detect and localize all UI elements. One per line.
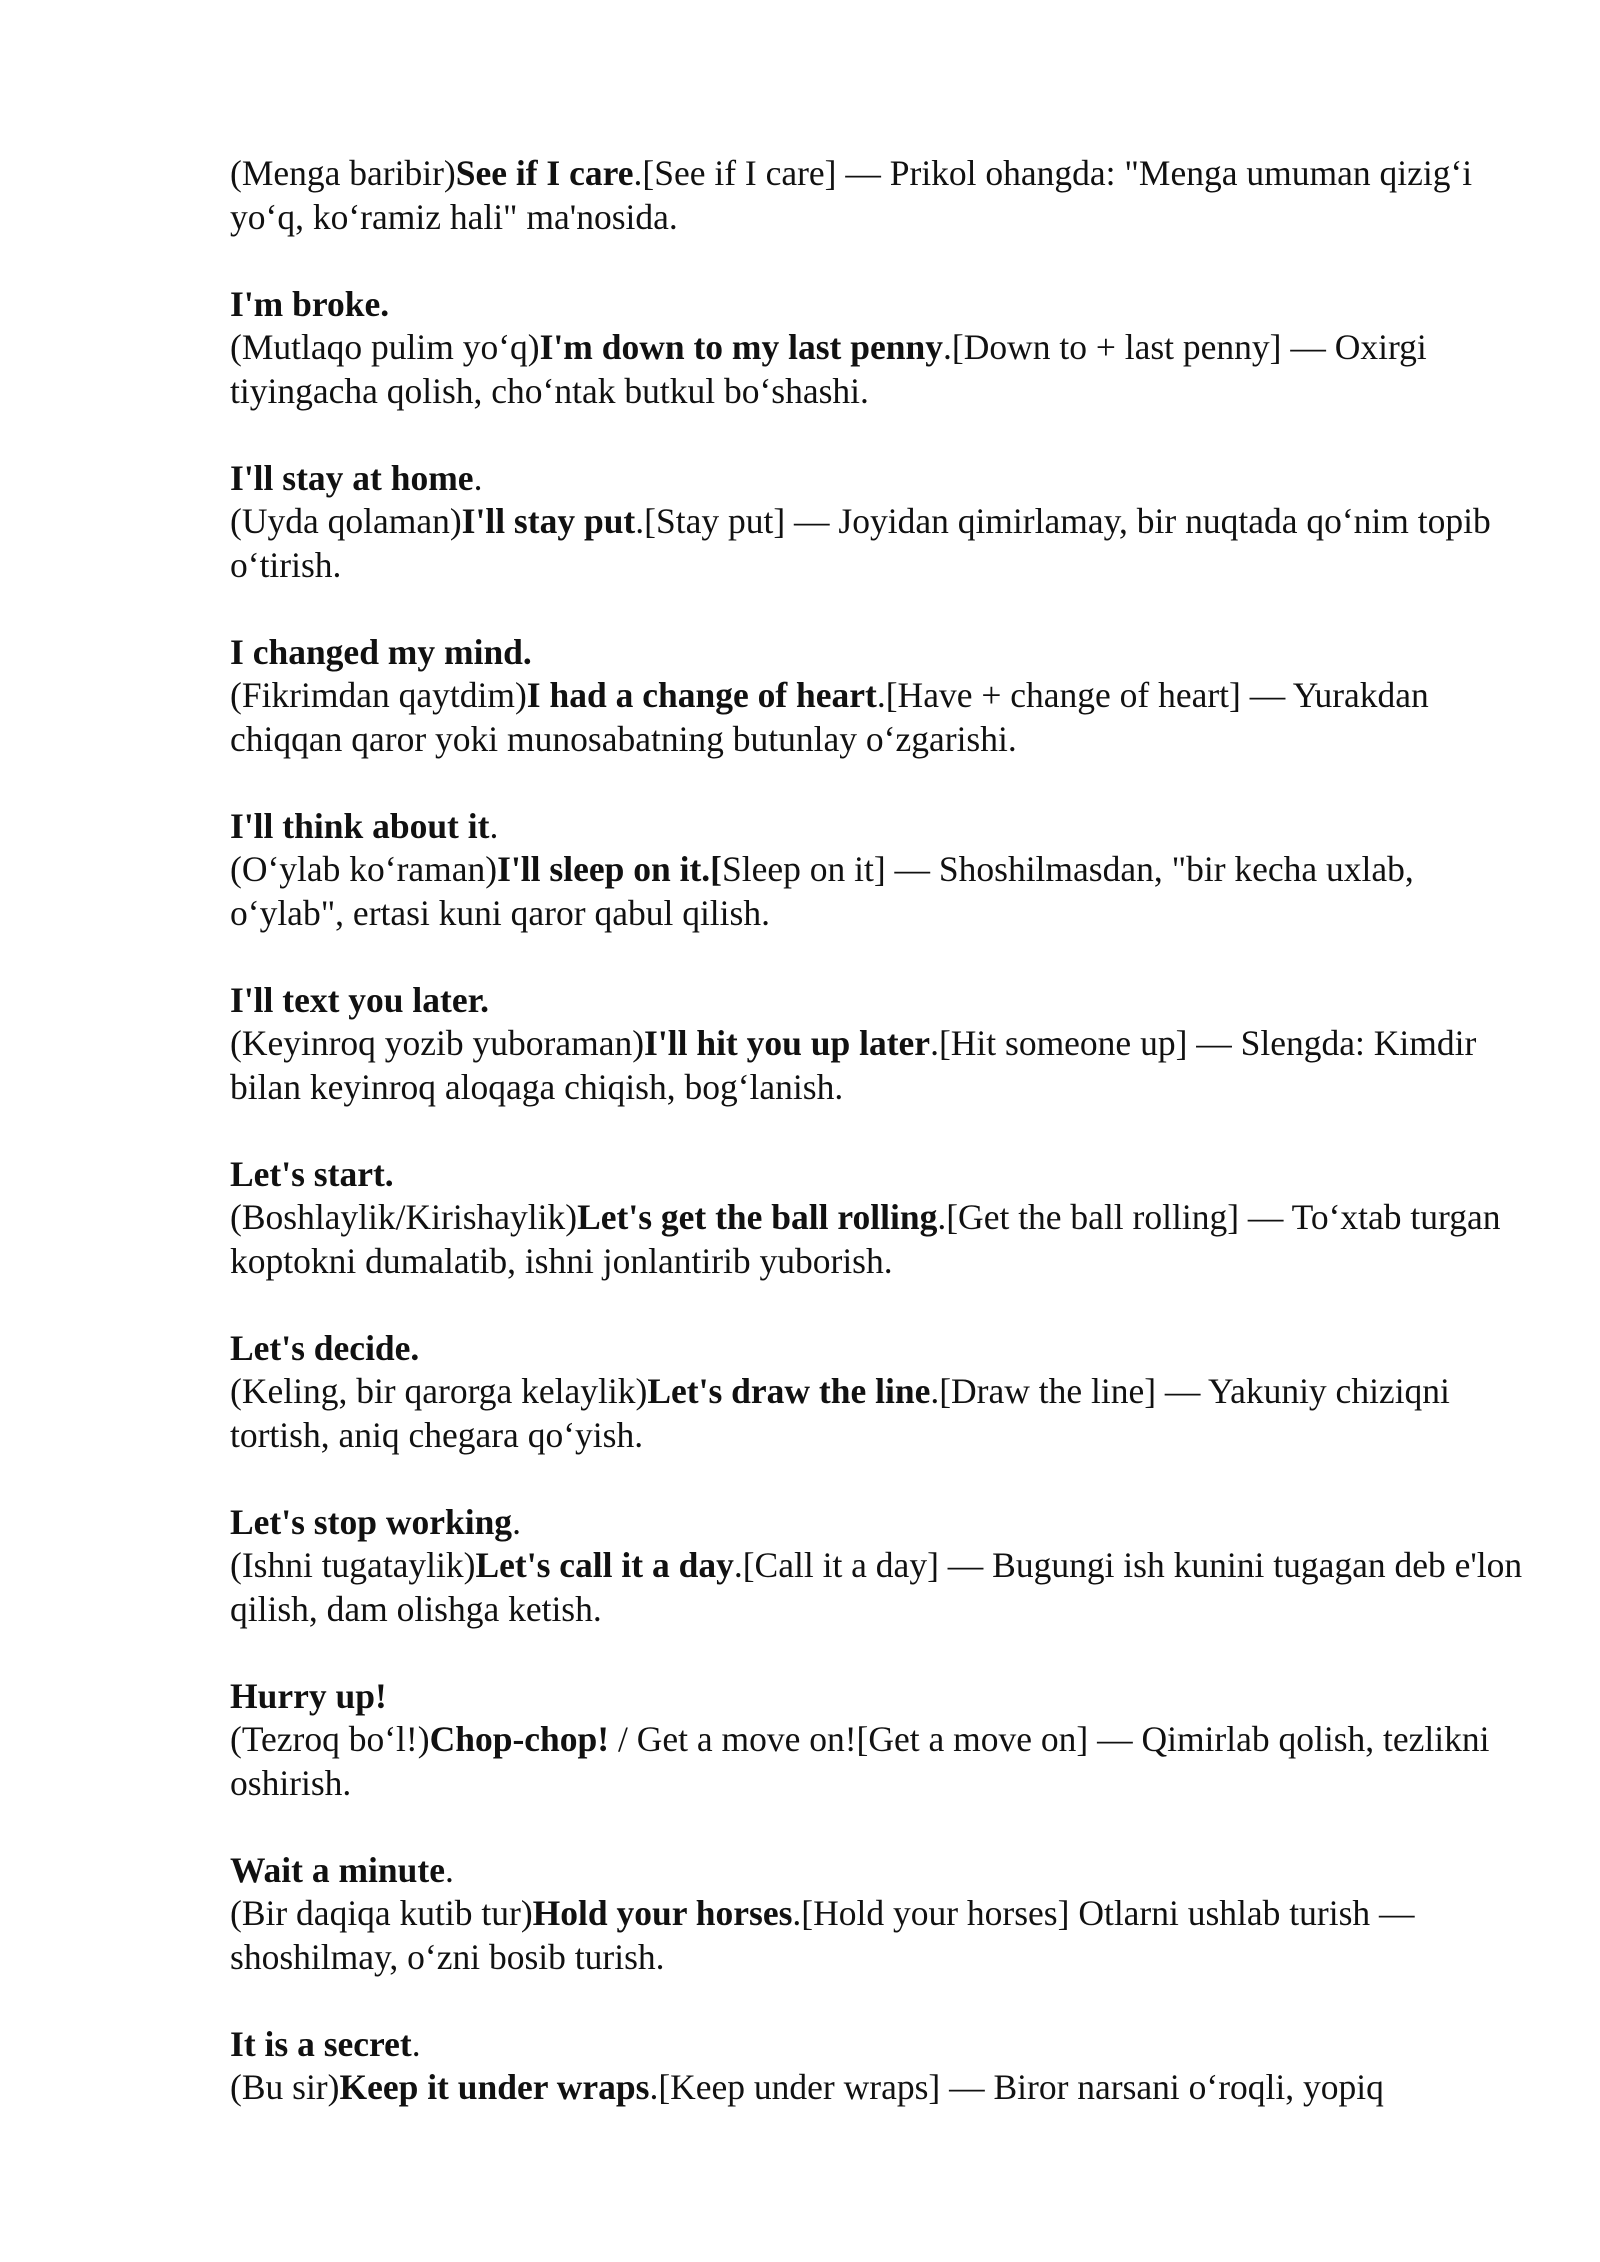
bold-text: I'll stay put [461, 501, 636, 541]
phrase-entry [230, 457, 1530, 588]
plain-text: (Boshlaylik/Kirishaylik) [230, 1197, 578, 1237]
phrase-heading [230, 1153, 1530, 1197]
bold-text: Hold your horses [532, 1893, 793, 1933]
bold-text: I'll think about it [230, 805, 490, 846]
bold-text: Let's decide. [230, 1327, 420, 1368]
bold-text: Wait a minute [230, 1849, 445, 1890]
phrase-explanation [230, 1892, 1530, 1979]
bold-text: I changed my mind. [230, 631, 532, 672]
plain-text: .[Hold your horses] Otlarni ushlab turish — shoshilmay, o‘zni bosib turish. [230, 1893, 1415, 1977]
plain-text: . [473, 457, 483, 498]
plain-text: .[Hit someone up] — Slengda: Kimdir bilan keyinroq aloqaga chiqish, bog‘lanish. [230, 1023, 1477, 1107]
phrase-explanation [230, 1022, 1530, 1109]
plain-text: .[Draw the line] — Yakuniy chiziqni tortish, aniq chegara qo‘yish. [230, 1371, 1450, 1455]
phrase-heading [230, 1849, 1530, 1893]
bold-text: It is a secret [230, 2023, 412, 2064]
plain-text: . [411, 2023, 421, 2064]
phrase-heading [230, 283, 1530, 327]
plain-text: (Fikrimdan qaytdim) [230, 675, 527, 715]
plain-text: (Ishni tugataylik) [230, 1545, 476, 1585]
plain-text: / Get a move on![Get a move on] — Qimirlab qolish, tezlikni oshirish. [230, 1719, 1490, 1803]
phrase-explanation [230, 1196, 1530, 1283]
phrase-entry [230, 1675, 1530, 1806]
bold-text: I'm down to my last penny [539, 327, 943, 367]
phrase-explanation [230, 1370, 1530, 1457]
bold-text: Let's stop working [230, 1501, 513, 1542]
phrase-explanation [230, 1718, 1530, 1805]
phrase-heading [230, 2023, 1530, 2067]
bold-text: I had a change of heart [526, 675, 877, 715]
phrase-heading [230, 805, 1530, 849]
phrase-entry [230, 2023, 1530, 2110]
phrase-entry [230, 1849, 1530, 1980]
phrase-explanation [230, 848, 1530, 935]
plain-text: (Uyda qolaman) [230, 501, 462, 541]
bold-text: Let's get the ball rolling [577, 1197, 938, 1237]
phrase-entry [230, 1327, 1530, 1458]
plain-text: .[See if I care] — Prikol ohangda: "Menga umuman qizig‘i yo‘q, ko‘ramiz hali" ma'nosida. [230, 153, 1473, 237]
phrase-heading [230, 1675, 1530, 1719]
phrase-heading [230, 457, 1530, 501]
document-page [230, 152, 1530, 2153]
plain-text: . [444, 1849, 454, 1890]
phrase-entry [230, 979, 1530, 1110]
bold-text: I'll hit you up later [644, 1023, 931, 1063]
plain-text: (O‘ylab ko‘raman) [230, 849, 498, 889]
phrase-entry [230, 1153, 1530, 1284]
plain-text: (Bir daqiqa kutib tur) [230, 1893, 533, 1933]
plain-text: (Keyinroq yozib yuboraman) [230, 1023, 645, 1063]
phrase-heading [230, 631, 1530, 675]
phrase-explanation [230, 326, 1530, 413]
plain-text: (Keling, bir qarorga kelaylik) [230, 1371, 648, 1411]
plain-text: .[Get the ball rolling] — To‘xtab turgan koptokni dumalatib, ishni jonlantirib yuborish. [230, 1197, 1501, 1281]
plain-text: .[Have + change of heart] — Yurakdan chiqqan qaror yoki munosabatning butunlay o‘zgarishi. [230, 675, 1429, 759]
plain-text: .[Keep under wraps] — Biror narsani o‘roqli, yopiq [649, 2067, 1384, 2107]
plain-text: (Menga baribir) [230, 153, 456, 193]
bold-text: I'll text you later. [230, 979, 489, 1020]
phrase-entry [230, 805, 1530, 936]
bold-text: Let's draw the line [647, 1371, 931, 1411]
plain-text: (Bu sir) [230, 2067, 340, 2107]
bold-text: I'll sleep on it.[ [497, 849, 722, 889]
bold-text: Hurry up! [230, 1675, 387, 1716]
plain-text: . [489, 805, 499, 846]
phrase-explanation [230, 674, 1530, 761]
phrase-heading [230, 979, 1530, 1023]
plain-text: . [512, 1501, 521, 1542]
plain-text: .[Call it a day] — Bugungi ish kunini tugagan deb e'lon qilish, dam olishga ketish. [230, 1545, 1523, 1629]
phrase-explanation [230, 2066, 1530, 2110]
plain-text: (Tezroq bo‘l!) [230, 1719, 430, 1759]
phrase-entry [230, 1501, 1530, 1632]
phrase-entry [230, 283, 1530, 414]
plain-text: .[Down to + last penny] — Oxirgi tiyingacha qolish, cho‘ntak butkul bo‘shashi. [230, 327, 1427, 411]
bold-text: See if I care [455, 153, 634, 193]
bold-text: Keep it under wraps [339, 2067, 650, 2107]
phrase-entry [230, 631, 1530, 762]
bold-text: Let's call it a day [475, 1545, 734, 1585]
plain-text: (Mutlaqo pulim yo‘q) [230, 327, 540, 367]
phrase-explanation [230, 1544, 1530, 1631]
bold-text: Let's start. [230, 1153, 394, 1194]
plain-text: .[Stay put] — Joyidan qimirlamay, bir nuqtada qo‘nim topib o‘tirish. [230, 501, 1491, 585]
phrase-heading [230, 1501, 1530, 1545]
phrase-explanation [230, 152, 1530, 239]
phrase-heading [230, 1327, 1530, 1371]
bold-text: Chop-chop! [429, 1719, 610, 1759]
bold-text: I'll stay at home [230, 457, 474, 498]
plain-text: Sleep on it] — Shoshilmasdan, "bir kecha uxlab, o‘ylab", ertasi kuni qaror qabul qilish. [230, 849, 1414, 933]
phrase-explanation [230, 500, 1530, 587]
phrase-entry [230, 152, 1530, 239]
bold-text: I'm broke. [230, 283, 390, 324]
